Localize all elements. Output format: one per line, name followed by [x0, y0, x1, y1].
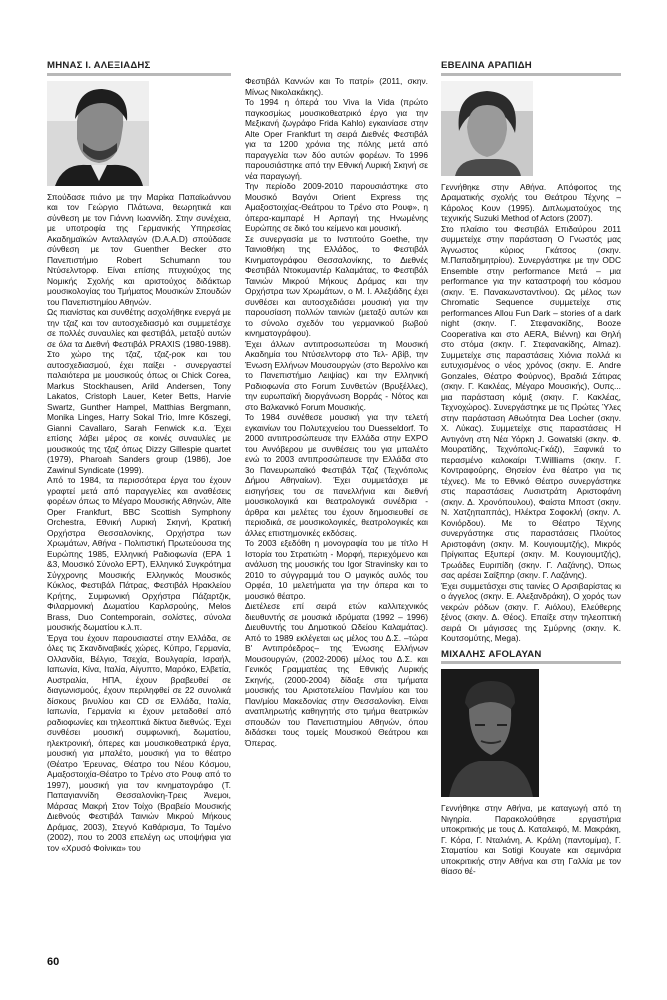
- arapidi-paragraph: Έχει συμμετάσχει στις ταινίες Ο Αρσιβαρίστας κι ο άγγελος (σκην. Ε. Αλεξανδράκη), Ο χορός των νεκρών ρόδων (σκην. Γ. Αιόλου), Ελεύθερης ξένος (σκην. Δ. Θέος). Επαίξε στην τηλεοπτική σειρά Οι μάγισσες της Σμύρνης (σκην. Κ. Κουτσομύτης, Mega).: [441, 580, 621, 643]
- alexiadis-paragraph: Ως πιανίστας και συνθέτης ασχολήθηκε ενεργά με την τζαζ και τον αυτοσχεδιασμό και συμμετέσχε σε πολλές συναυλίες και φεστιβάλ, μεταξύ αυτών σε όλα τα Διεθνή Φεστιβάλ PRAXIS (1980-1988). Στο χώρο της τζαζ, τζαζ-ροκ και του αυτοσχεδιασμού, έχει παίξει - συνεργαστεί παλαιότερα με μουσικούς όπως οι Chick Corea, Markus Stockhausen, Arild Andersen, Tony Lakatos, Cristoph Lauer, Keter Betts, Harvie Swartz, Gunther Hampel, Matthias Bergmann, Monika Linges, Harry Sokal Trio, Imre Kőszegi, Gianni Cavallaro, Sarah Fenwick κ.α. Έχει επίσης λάβει μέρος σε κοινές συναυλίες με μουσικούς της τζαζ όπως Dizzy Gillespie quartet (1979), Pharoah Sanders group (1986), Joe Zawinul Syndicate (1999).: [47, 307, 231, 475]
- alexiadis-paragraph: Από το 1984, τα περισσότερα έργα του έχουν γραφτεί μετά από παραγγελίες και αναθέσεις φορέων όπως το Μέγαρο Μουσικής Αθηνών, Alte Oper Frankfurt, BBC Scottish Symphony Orchestra, Εθνική Λυρική Σκηνή, Κρατική Ορχήστρα Θεσσαλονίκης, Ορχήστρα των Χρωμάτων, Αθήνα - Πολιτιστική Πρωτεύουσα της Ευρώπης 1985, Ελληνική Ραδιοφωνία (ΕΡΑ 1 &3, Μουσικό Σύνολο ΕΡΤ), Ελληνικό Συγκρότημα Σύγχρονης Μουσικής Ελληνικός Μουσικός Κύκλος, Φεστιβάλ Πάτρας, Φεστιβάλ Ηρακλείου Κρήτης, Συμφωνική Ορχήστρα Πάζαρτζικ, Φιλαρμονική Δωματίου Καρλσρούης, Melos Brass, Duo Contemporain, σολίστες, σύνολα μουσικής δωματίου κ.λ.π.: [47, 475, 231, 632]
- alexiadis-paragraph: Φεστιβάλ Καννών και Το πατρί» (2011, σκην. Μίνως Νικολακάκης).: [245, 76, 428, 97]
- page-number: 60: [47, 956, 60, 968]
- alexiadis-paragraph: Σπούδασε πιάνο με την Μαρίκα Παπαϊωάννου και τον Γεώργιο Πλάτωνα, θεωρητικά και σύνθεση με τον Γιάννη Ιωαννίδη. Στην συνέχεια, με υποτροφία της Γερμανικής Υπηρεσίας Ακαδημαϊκών Ανταλλαγών (D.A.A.D) σπούδασε σύνθεση με τον Guenther Becker στο Πανεπιστήμιο Robert Schumann του Ντύσελντορφ. Είναι επίσης πτυχιούχος της Νομικής Σχολής και αριστούχος διδάκτωρ μουσικολογίας του Τμήματος Μουσικών Σπουδών του Πανεπιστημίου Αθηνών.: [47, 191, 231, 307]
- alexiadis-paragraph: Σε συνεργασία με το Ινστιτούτο Goethe, την Ταινιοθήκη της Ελλάδος, το Φεστιβάλ Κινηματογράφου Θεσσαλονίκης, το Διεθνές Φεστιβάλ Ντοκυμαντέρ Καλαμάτας, το Φεστιβάλ Ταινιών Μικρού Μήκους Δράμας και την Ορχήστρα των Χρωμάτων, ο Μ. Ι. Αλεξιάδης έχει συνθέσει και αυτοσχεδιάσει μουσική για την παρουσίαση πολλών ταινιών (μεταξύ αυτών και το σύνολο σχεδόν του γερμανικού βωβού κινηματογράφου).: [245, 233, 428, 338]
- alexiadis-paragraph: Διετέλεσε επί σειρά ετών καλλιτεχνικός διευθυντής σε μουσικά ιδρύματα (1992 – 1996) Διευθυντής του Δημοτικού Ωδείου Καλαμάτας). Από το 1989 εκλέγεται ως μέλος του Δ.Σ. –τώρα Β' Αντιπρόεδρος– της Ένωσης Ελλήνων Μουσουργών, (2002-2006) μέλος του Δ.Σ. και Γενικός Γραμματέας της Εθνικής Λυρικής Σκηνής, (2000-2004) δίδαξε στα τμήματα μουσικής του Αριστοτελείου Παν/μίου και του Παν/μίου Μακεδονίας στην Θεσσαλονίκη. Είναι αναπληρωτής καθηγητής στο τμήμα θεατρικών σπουδών του Πανεπιστημίου Αθηνών, όπου διδάσκει τους τομείς Μουσικού Θεάτρου και Όπερας.: [245, 601, 428, 748]
- alexiadis-paragraph: Την περίοδο 2009-2010 παρουσιάστηκε στο Μουσικό Βαγόνι Orient Express της Αμαξοστοιχίας-Θεάτρου το Τρένο στο Ρουφ», η όπερα-καμπαρέ Η Αρπαγή της Ηνωμένης Ευρώπης σε δικό του κείμενο και μουσική.: [245, 181, 428, 233]
- arapidi-paragraph: Γεννήθηκε στην Αθήνα. Απόφοιτος της Δραματικής σχολής του Θεάτρου Τέχνης – Κάρολος Κουν (1995). Διπλωματούχος της τεχνικής Suzuki Method of Actors (2007).: [441, 181, 621, 223]
- arapidi-name: ΕΒΕΛΙΝΑ ΑΡΑΠΙΔΗ: [441, 61, 621, 76]
- arapidi-paragraph: Στο πλαίσιο του Φεστιβάλ Επιδαύρου 2011 συμμετείχε στην παράσταση Ο Γνωστός μας Άγνωστος κύριος Γκάτσος (σκην. Μ.Παπαδημητρίου). Συνεργάστηκε με την ODC Ensemble στην performance Μετά – μια performance για την καταστροφή του κόσμου (σκην. Έ. Πανακωνσταντίνου). Ως μέλος των Chromatic Sequence συμμετείχε στις performances Allou Fun Dark – stories of a dark night (σκην. Γ. Στεφανακίδης, Booze Cooperativa και στο AERA, Βιέννη) και Θηλή στο στόμα (σκην. Γ. Στεφανακίδης, Almaz). Συμμετείχε στις παραστάσεις Χιόνια πολλά κι ευτυχισμένος ο νέος χρόνος (σκην. Ε. Andre Gonzales, Θέατρο Φούρνος), Βραδιά Σάτιρας (σκην. Γ. Κακλέας, Μέγαρο Μουσικής), Ουπς... μια παράσταση κόμιξ (σκην. Γ. Κακλέας, Τεχνοχώρος). Συνεργάστηκε με τις Πρώτες Ύλες στην παράσταση Αθωότητα Dea Locher (σκην. Χ. Λύκας). Συμμετείχε στις παραστάσεις Η Αντιγόνη στη Νέα Υόρκη J. Gowatski (σκην. Φ. Μουρατίδης, Τεχνόπολις-Γκάζι), Ξαφνικά το περασμένο καλοκαίρι T.Willliams (σκην. Γ. Κοντραφούρης, Θησείον ένα θέατρο για τις τέχνες). Με το Εθνικό Θέατρο συνεργάστηκε στις παραστάσεις Λυσιστράτη Αριστοφάνη (σκην. Δ. Χρονόπουλου), Φαίστα Μποστ (σκην. Ν. Χατζηπαππάς), Ηλέκτρα Σοφοκλή (σκην. Λ. Κονιόρδου). Με το Θέατρο Τέχνης συνεργάστηκε στις παραστάσεις Πλούτος Αριστοφάνη (σκην. Μ. Κουγιουμτζής), Μικρός Πρίγκιπας Εξυπερί (σκην. Μ. Κουγιουμτζής), Τρωάδες Ευριπίδη (σκην. Γ. Λαζάνης), Όπως σας αρέσει Σαίξπηρ (σκην. Γ. Λαζάνης).: [441, 223, 621, 580]
- alexiadis-name: ΜΗΝΑΣ Ι. ΑΛΕΞΙΑΔΗΣ: [47, 61, 231, 76]
- column-alexiadis-continued: [245, 76, 428, 748]
- alexiadis-paragraph: Έργα του έχουν παρουσιαστεί στην Ελλάδα, σε όλες τις Σκανδιναβικές χώρες, Κύπρο, Γερμανία, Ολλανδία, Βέλγιο, Τσεχία, Βουλγαρία, Ισραήλ, Ιαπωνία, Κίνα, Ιταλία, Αίγυπτο, Μαρόκο, Ελβετία, Αυστραλία, ΗΠΑ, έχουν βραβευθεί σε διαγωνισμούς, έχουν περιληφθεί σε 22 συνολικά δίσκους βινυλίου και CD σε Ελλάδα, Ιταλία, Ιαπωνία, Γερμανία κι έχουν μεταδοθεί από ραδιοφωνίες και τηλεοπτικά δίκτυα διεθνώς. Έχει συνθέσει μουσική συμφωνική, δωματίου, ηλεκτρονική, όπερες και μουσικοθεατρικά έργα, μουσική για μπαλέτο, μουσική για το θέατρο (Θέατρο Έρευνας, Θέατρο του Νέου Κόσμου, Αμαξοστοιχία-Θέατρο το Τρένο στο Ρουφ από το 1997), μουσική για τον κινηματογράφο (Τ. Παπαγιαννίδη Θεσσαλονίκη-Τρεις Άνεμοι, Μάρσας Μακρή Στον Τοίχο (Βραβείο Μουσικής Διεθνούς Φεστιβάλ Ταινιών Μικρού Μήκους Δράμας, 2003), Στεγνό Καθάρισμα, Το Ταμένο (2002), που το 2003 επελέγη ως υποψήφια για τον «Χρυσό Φοίνικα» του: [47, 632, 231, 853]
- column-actors: [441, 61, 621, 877]
- alexiadis-paragraph: Το 1994 η όπερά του Viva la Vida (πρώτο παγκοσμίως μουσικοθεατρικό έργο για την Μεξικανή ζωγράφο Frida Kahlo) εγκαινίασε στην Alte Oper Frankfurt τη σειρά Διεθνές Φεστιβάλ για τα 1200 χρόνια της πόλης μετά από παραγγελία των δύο αυτών φορέων. Το 1996 παρουσιάστηκε από την Εθνική Λυρική Σκηνή σε νέα παραγωγή.: [245, 97, 428, 181]
- alexiadis-paragraph: Το 1984 συνέθεσε μουσική για την τελετή εγκαινίων του Πολυτεχνείου του Duesseldorf. Το 2000 αντιπροσώπευσε την Ελλάδα στην EXPO του Αννόβερου με συνθέσεις του για μπαλέτο ενώ το 2003 αντιπροσώπευσε την Ελλάδα στο 3ο Πανευρωπαϊκό Φεστιβάλ Τζαζ (Τεχνόπολις Δήμου Αθηναίων). Έχει συμμετάσχει με εισηγήσεις του σε πανελλήνια και διεθνή μουσικολογικά και θεατρολογικά συνέδρια - άρθρα και μελέτες του έχουν δημοσιευθεί σε περιοδικά, σε μουσικολογικές, θεατρολογικές και άλλες επιστημονικές εκδόσεις.: [245, 412, 428, 538]
- alexiadis-paragraph: Το 2003 εξεδόθη η μονογραφία του με τίτλο Η Ιστορία του Στρατιώτη - Μορφή, περιεχόμενο και ανάλυση της μουσικής του Igor Stravinsky και το 2010 το σύγγραμμά του Ο μαγικός αυλός του Ορφέα, 10 μελετήματα για την όπερα και το μουσικό θέατρο.: [245, 538, 428, 601]
- afolayan-paragraph: Γεννήθηκε στην Αθήνα, με καταγωγή από τη Νιγηρία. Παρακολούθησε εργαστήρια υποκριτικής με τους Δ. Καταλειφό, Μ. Μακράκη, Γ. Κόρα, Γ. Νταλιάνη, Α. Κράλη (παντομίμα), Γ. Σταματίου και Sotigi Kouyate και σεμινάρια υποκριτικής στην Αθήνα και στη Γαλλία με τον θίασο θέ-: [441, 803, 621, 876]
- alexiadis-paragraph: Έχει άλλων αντιπροσωπεύσει τη Μουσική Ακαδημία του Ντύσελντορφ στο Τελ- Αβίβ, την Ένωση Ελλήνων Μουσουργών (στο Βερολίνο και το Πανεπιστήμιο Λειψίας) και την Ελληνική Ραδιοφωνία στο Forum Συνθετών (Βρυξέλλες), την ευρωπαϊκή διοργάνωση Βορράς - Νότος και στο Βαλκανικό Forum Μουσικής.: [245, 338, 428, 412]
- afolayan-portrait: [441, 669, 539, 797]
- alexiadis-portrait: [47, 81, 149, 186]
- afolayan-name: ΜΙΧΑΛΗΣ AFOLAYAN: [441, 650, 621, 665]
- column-alexiadis: [47, 61, 231, 853]
- arapidi-portrait: [441, 81, 533, 176]
